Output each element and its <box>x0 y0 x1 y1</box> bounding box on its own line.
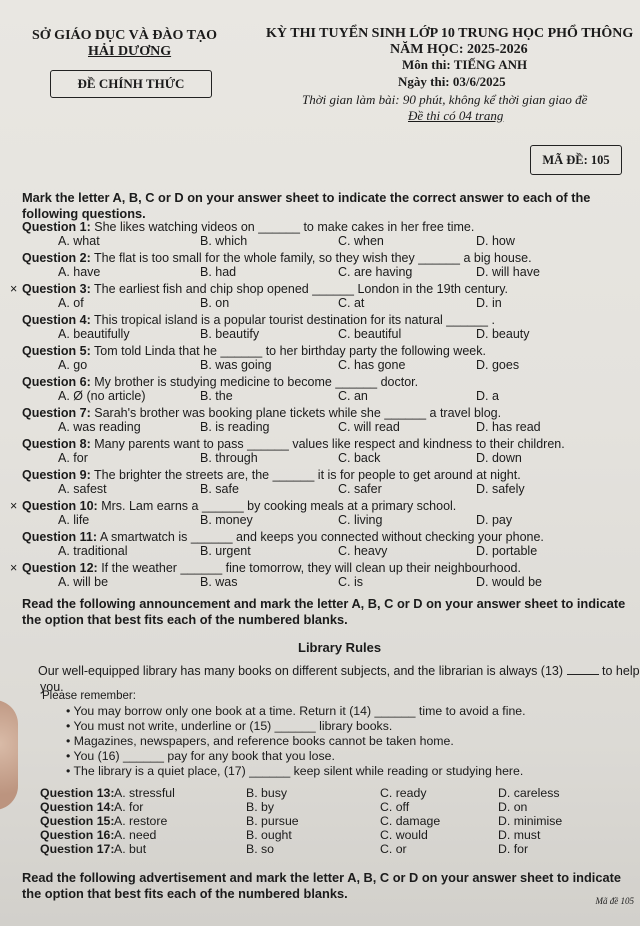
answer-option[interactable]: A. was reading <box>58 420 141 434</box>
answer-option[interactable]: C. when <box>338 234 384 248</box>
answer-blank: ______ <box>384 406 427 420</box>
answer-option[interactable]: A. Ø (no article) <box>58 389 146 403</box>
bullet-icon: • <box>66 719 74 733</box>
question-text-end: and keeps you connected without checking your phone. <box>236 530 544 544</box>
question-text: She likes watching videos on <box>94 220 255 234</box>
answer-option[interactable]: C. would <box>380 828 428 842</box>
answer-option[interactable]: D. must <box>498 828 541 842</box>
question-label: Question 9: <box>22 468 91 482</box>
question-row <box>0 282 640 312</box>
answer-option[interactable]: C. damage <box>380 814 441 828</box>
answer-option[interactable]: D. in <box>476 296 502 310</box>
question-text-end: by cooking meals at a primary school. <box>247 499 457 513</box>
answer-blank: ______ <box>201 499 244 513</box>
question-text: This tropical island is a popular tourist destination for its natural <box>94 313 443 327</box>
question-text-end: fine tomorrow, they will clean up their neighbourhood. <box>225 561 521 575</box>
library-question-label: Question 17: <box>40 842 115 856</box>
library-intro-end: you. <box>40 680 64 694</box>
answer-option[interactable]: D. will have <box>476 265 540 279</box>
library-question-label: Question 14: <box>40 800 115 814</box>
answer-option[interactable]: C. has gone <box>338 358 406 372</box>
library-question-label: Question 16: <box>40 828 115 842</box>
answer-option[interactable]: B. money <box>200 513 253 527</box>
answer-blank: ______ <box>247 437 289 451</box>
question-text: My brother is studying medicine to become <box>94 375 332 389</box>
answer-option[interactable]: B. was <box>200 575 238 589</box>
answer-blank: ______ <box>335 375 378 389</box>
question-row <box>0 344 640 374</box>
subject: Môn thi: TIẾNG ANH <box>402 57 528 72</box>
question-text: The flat is too small for the whole family, so they wish they <box>94 251 415 265</box>
answer-option[interactable]: C. ready <box>380 786 427 800</box>
answer-option[interactable]: B. by <box>246 800 275 814</box>
answer-blank: ______ <box>312 282 354 296</box>
department-name: SỞ GIÁO DỤC VÀ ĐÀO TẠO <box>32 28 218 43</box>
answer-option[interactable]: A. for <box>58 451 88 465</box>
answer-option[interactable]: C. is <box>338 575 363 589</box>
answer-option[interactable]: B. had <box>200 265 237 279</box>
answer-option[interactable]: D. would be <box>476 575 543 589</box>
question-stem <box>22 468 521 482</box>
question-stem <box>22 313 495 327</box>
answer-option[interactable]: D. careless <box>498 786 560 800</box>
answer-option[interactable]: A. life <box>58 513 90 527</box>
question-text-end: a big house. <box>463 251 532 265</box>
question-text: The brighter the streets are, the <box>94 468 270 482</box>
answer-option[interactable]: C. back <box>338 451 381 465</box>
question-label: Question 3: <box>22 282 91 296</box>
answer-option[interactable]: B. on <box>200 296 230 310</box>
answer-option[interactable]: B. through <box>200 451 258 465</box>
question-stem <box>22 220 474 234</box>
question-stem <box>22 437 565 451</box>
question-label: Question 11: <box>22 530 98 544</box>
time-limit: Thời gian làm bài: 90 phút, không kể thời gian giao đề <box>302 92 588 107</box>
question-row <box>0 499 640 529</box>
question-text: Mrs. Lam earns a <box>101 499 199 513</box>
bullet-icon: • <box>66 734 74 748</box>
answer-option[interactable]: C. will read <box>338 420 400 434</box>
question-text-end: London in the 19th century. <box>357 282 509 296</box>
question-text: Tom told Linda that he <box>94 344 218 358</box>
answer-option[interactable]: D. safely <box>476 482 525 496</box>
answer-option[interactable]: D. has read <box>476 420 541 434</box>
answer-option[interactable]: A. but <box>114 842 147 856</box>
please-remember: Please remember: <box>42 690 136 702</box>
question-stem <box>22 406 501 420</box>
answer-option[interactable]: D. goes <box>476 358 520 372</box>
question-label: Question 4: <box>22 313 91 327</box>
answer-option[interactable]: A. of <box>58 296 84 310</box>
question-text: Sarah's brother was booking plane tickets while she <box>94 406 381 420</box>
answer-option[interactable]: A. restore <box>114 814 168 828</box>
answer-option[interactable]: A. go <box>58 358 88 372</box>
question-text-end: . <box>491 313 495 327</box>
answer-blank: ______ <box>258 220 300 234</box>
answer-option[interactable]: D. beauty <box>476 327 530 341</box>
question-row <box>0 437 640 467</box>
question-label: Question 10: <box>22 499 98 513</box>
library-intro: Our well-equipped library has many books on different subjects, and the librarian is always (13) to help <box>38 664 640 678</box>
answer-option[interactable]: B. the <box>200 389 233 403</box>
answer-option[interactable]: C. heavy <box>338 544 388 558</box>
answer-blank: ______ <box>190 530 233 544</box>
instructions-part3: Read the following advertisement and mark the letter A, B, C or D on your answer sheet to indicate the option that best fits each of the numbered blanks. <box>22 870 621 901</box>
answer-option[interactable]: A. for <box>114 800 144 814</box>
library-rule: • You must not write, underline or (15) ______ library books. <box>66 719 393 733</box>
exam-title: KỲ THI TUYỂN SINH LỚP 10 TRUNG HỌC PHỔ THÔNG <box>266 26 634 41</box>
question-label: Question 1: <box>22 220 91 234</box>
answer-option[interactable]: B. was going <box>200 358 272 372</box>
instructions-part2: Read the following announcement and mark the letter A, B, C or D on your answer sheet to indicate the option that best fits each of the numbered blanks. <box>22 596 626 627</box>
answer-option[interactable]: B. which <box>200 234 248 248</box>
answer-option[interactable]: B. safe <box>200 482 239 496</box>
question-row <box>0 530 640 560</box>
answer-option[interactable]: A. beautifully <box>58 327 130 341</box>
instructions-part1: Mark the letter A, B, C or D on your answer sheet to indicate the correct answer to each of the following questions. <box>22 190 591 221</box>
answer-option[interactable]: D. pay <box>476 513 513 527</box>
thumb-shadow <box>0 700 18 810</box>
answer-option[interactable]: A. traditional <box>58 544 128 558</box>
question-label: Question 5: <box>22 344 91 358</box>
answer-blank: ______ <box>418 251 460 265</box>
answer-option[interactable]: A. have <box>58 265 101 279</box>
answer-blank: ______ <box>446 313 489 327</box>
bullet-icon: • <box>66 704 74 718</box>
question-label: Question 12: <box>22 561 98 575</box>
question-row <box>0 375 640 405</box>
question-text-end: values like respect and kindness to their children. <box>292 437 565 451</box>
answer-option[interactable]: B. urgent <box>200 544 251 558</box>
answer-option[interactable]: D. on <box>498 800 528 814</box>
answer-option[interactable]: C. at <box>338 296 365 310</box>
question-text: Many parents want to pass <box>94 437 244 451</box>
answer-option[interactable]: B. pursue <box>246 814 299 828</box>
answer-blank: ______ <box>272 468 315 482</box>
library-question-label: Question 15: <box>40 814 115 828</box>
school-year: NĂM HỌC: 2025-2026 <box>390 42 528 57</box>
question-row <box>0 468 640 498</box>
question-stem <box>22 375 418 389</box>
answer-option[interactable]: D. how <box>476 234 515 248</box>
answer-option[interactable]: B. is reading <box>200 420 270 434</box>
bullet-icon: • <box>66 764 74 778</box>
answer-option[interactable]: C. an <box>338 389 368 403</box>
answer-option[interactable]: B. busy <box>246 786 288 800</box>
answer-blank: ______ <box>180 561 223 575</box>
library-title: Library Rules <box>298 640 382 655</box>
answer-option[interactable]: D. minimise <box>498 814 563 828</box>
footer-code: Mã đề 105 <box>595 896 634 906</box>
answer-option[interactable]: C. off <box>380 800 410 814</box>
official-badge: ĐỀ CHÍNH THỨC <box>50 70 212 98</box>
page-count: Đề thi có 04 trang <box>408 108 504 123</box>
cross-mark: × <box>10 561 18 575</box>
answer-option[interactable]: D. portable <box>476 544 538 558</box>
question-label: Question 2: <box>22 251 91 265</box>
question-text-end: to make cakes in her free time. <box>303 220 475 234</box>
answer-option[interactable]: B. beautify <box>200 327 260 341</box>
question-row <box>0 220 640 250</box>
exam-code: MÃ ĐỀ: 105 <box>530 145 622 175</box>
library-rule: • Magazines, newspapers, and reference books cannot be taken home. <box>66 734 454 748</box>
answer-option[interactable]: A. stressful <box>114 786 175 800</box>
question-stem <box>22 344 486 358</box>
answer-option[interactable]: A. safest <box>58 482 107 496</box>
answer-option[interactable]: A. what <box>58 234 100 248</box>
question-stem <box>22 530 544 544</box>
answer-option[interactable]: B. ought <box>246 828 292 842</box>
question-label: Question 7: <box>22 406 91 420</box>
question-text: If the weather <box>101 561 177 575</box>
answer-option[interactable]: C. are having <box>338 265 413 279</box>
question-text-end: it is for people to get around at night. <box>317 468 521 482</box>
question-text-end: to her birthday party the following week. <box>265 344 486 358</box>
exam-date: Ngày thi: 03/6/2025 <box>398 74 506 89</box>
province-name: HẢI DƯƠNG <box>88 44 172 59</box>
question-row <box>0 313 640 343</box>
answer-blank: ______ <box>220 344 263 358</box>
question-text-end: doctor. <box>380 375 419 389</box>
library-rule: • The library is a quiet place, (17) ______ keep silent while reading or studying here. <box>66 764 524 778</box>
bullet-icon: • <box>66 749 74 763</box>
question-stem <box>10 561 521 575</box>
question-stem <box>10 282 509 296</box>
question-row <box>0 251 640 281</box>
library-rule: • You may borrow only one book at a time. Return it (14) ______ time to avoid a fine. <box>66 704 526 718</box>
question-row <box>0 561 640 591</box>
question-row <box>0 406 640 436</box>
answer-option[interactable]: D. for <box>498 842 529 856</box>
cross-mark: × <box>10 282 18 296</box>
cross-mark: × <box>10 499 18 513</box>
question-stem <box>10 499 457 513</box>
question-label: Question 8: <box>22 437 91 451</box>
answer-option[interactable]: A. need <box>114 828 157 842</box>
question-text: The earliest fish and chip shop opened <box>94 282 309 296</box>
answer-option[interactable]: C. or <box>380 842 407 856</box>
library-rule: • You (16) ______ pay for any book that you lose. <box>66 749 335 763</box>
answer-option[interactable]: C. beautiful <box>338 327 402 341</box>
answer-option[interactable]: D. a <box>476 389 499 403</box>
question-text: A smartwatch is <box>99 530 188 544</box>
question-stem <box>22 251 532 265</box>
question-text-end: a travel blog. <box>429 406 502 420</box>
answer-option[interactable]: A. will be <box>58 575 109 589</box>
answer-option[interactable]: D. down <box>476 451 522 465</box>
question-label: Question 6: <box>22 375 91 389</box>
answer-option[interactable]: B. so <box>246 842 275 856</box>
answer-option[interactable]: C. living <box>338 513 383 527</box>
library-question-label: Question 13: <box>40 786 115 800</box>
answer-option[interactable]: C. safer <box>338 482 382 496</box>
